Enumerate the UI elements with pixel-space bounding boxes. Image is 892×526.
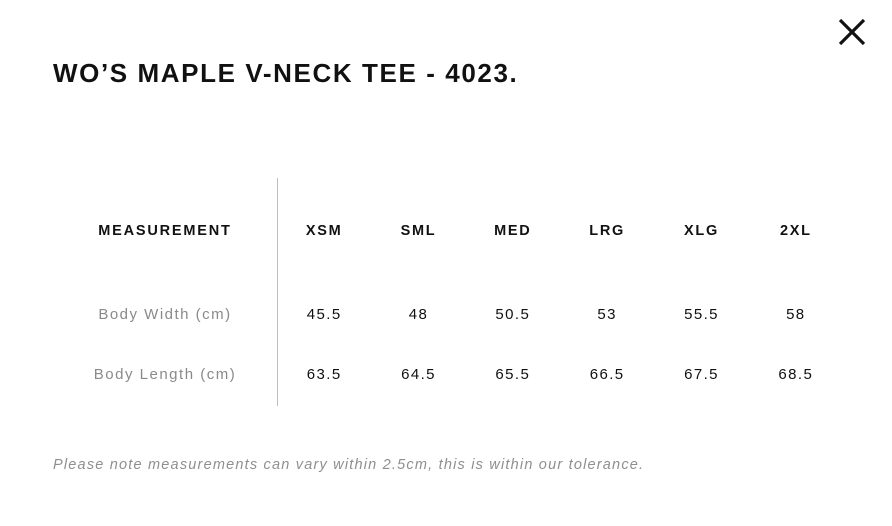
cell-body-length-sml: 64.5: [401, 365, 436, 383]
cell-body-length-xlg: 67.5: [684, 365, 719, 383]
cell-body-width-sml: 48: [408, 305, 429, 323]
table-row: [53, 284, 843, 344]
cell-body-length-lrg: 66.5: [589, 365, 625, 383]
column-divider: [277, 178, 278, 406]
column-header-measurement: MEASUREMENT: [98, 223, 232, 239]
cell-body-width-2xl: 58: [786, 305, 806, 323]
page-title: WO’S MAPLE V-NECK TEE - 4023.: [53, 58, 519, 88]
column-header-sml: SML: [400, 223, 437, 239]
cell-body-length-xsm: 63.5: [306, 365, 342, 383]
tolerance-note: Please note measurements can vary within 2.5cm, this is within our tolerance.: [53, 457, 645, 473]
close-icon: [837, 17, 867, 47]
column-header-med: MED: [494, 223, 532, 239]
cell-body-width-lrg: 53: [597, 305, 617, 323]
cell-body-length-med: 65.5: [495, 365, 531, 383]
column-header-lrg: LRG: [589, 223, 625, 239]
cell-body-length-2xl: 68.5: [778, 365, 814, 383]
column-header-xlg: XLG: [684, 223, 719, 239]
column-header-2xl: 2XL: [779, 223, 812, 239]
table-row: [53, 344, 843, 404]
row-label-body-width: Body Width (cm): [98, 305, 232, 323]
table-header-row: [53, 178, 843, 284]
close-button[interactable]: [830, 10, 874, 54]
cell-body-width-xlg: 55.5: [684, 305, 719, 323]
cell-body-width-med: 50.5: [495, 305, 531, 323]
row-label-body-length: Body Length (cm): [93, 365, 237, 383]
cell-body-width-xsm: 45.5: [306, 305, 342, 323]
size-table: [53, 178, 843, 404]
size-chart: [53, 178, 843, 404]
column-header-xsm: XSM: [305, 223, 343, 239]
